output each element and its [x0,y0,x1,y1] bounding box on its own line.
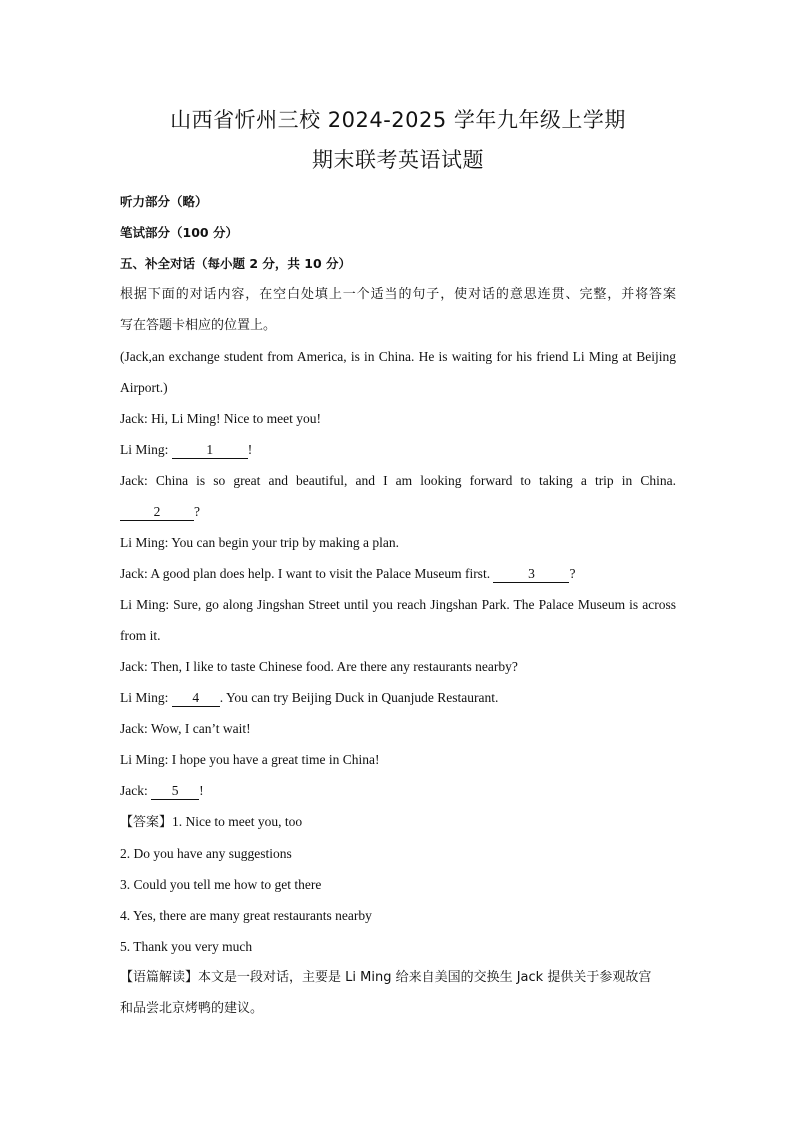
instructions-line-2: 写在答题卡相应的位置上。 [120,318,277,333]
title-line-1: 山西省忻州三校 2024-2025 学年九年级上学期 [170,108,626,132]
speaker-text: Li Ming: [120,690,172,705]
context-line-1: (Jack,an exchange student from America, is in China. He is waiting for his friend Li Ming at Beijing [120,349,676,364]
dialogue-line-6 [120,558,676,589]
dialogue-line-1: Jack: Hi, Li Ming! Nice to meet you! [120,411,321,426]
dialogue-line-7: Li Ming: Sure, go along Jingshan Street until you reach Jingshan Park. The Palace Museum is across [120,597,676,612]
punctuation: ! [247,442,253,457]
dialogue-line-13 [120,775,676,806]
context-line-2: Airport.) [120,380,168,395]
punctuation: ? [569,566,576,581]
dialogue-line-9: Jack: Then, I like to taste Chinese food. Are there any restaurants nearby? [120,659,518,674]
analysis-label: 【语篇解读】 [120,970,199,985]
document-page [120,100,676,1024]
speaker-text: Jack: [120,783,152,798]
answer-blank-3: 3 [493,566,569,583]
analysis-text-1: 本文是一段对话，主要是 Li Ming 给来自美国的交换生 Jack 提供关于参观故宫 [198,970,652,985]
answer-line-5: 5. Thank you very much [120,939,253,954]
dialogue-line-2 [120,434,676,465]
dialogue-line-11: Jack: Wow, I can’t wait! [120,721,251,736]
answer-line-1 [120,806,676,838]
dialogue-text: . You can try Beijing Duck in Quanjude Restaurant. [219,690,499,705]
dialogue-line-4 [120,496,676,527]
instructions-line-1: 根据下面的对话内容，在空白处填上一个适当的句子，使对话的意思连贯、完整，并将答案 [120,287,676,302]
part5-heading: 五、补全对话（每小题 2 分，共 10 分） [120,256,352,271]
title-line-2: 期末联考英语试题 [312,148,484,172]
speaker-text: Li Ming: [120,442,172,457]
analysis-line-1 [120,962,676,993]
dialogue-line-10 [120,682,676,713]
answer-label: 【答案】 [120,815,173,830]
answer-blank-2: 2 [120,504,194,521]
dialogue-text: Jack: A good plan does help. I want to visit the Palace Museum first. [120,566,494,581]
dialogue-line-5: Li Ming: You can begin your trip by making a plan. [120,535,399,550]
answer-line-2: 2. Do you have any suggestions [120,846,292,861]
answer-line-4: 4. Yes, there are many great restaurants nearby [120,908,372,923]
analysis-line-2: 和品尝北京烤鸭的建议。 [120,1001,264,1016]
answer-blank-1: 1 [172,442,248,459]
punctuation: ! [199,783,204,798]
answer-line-3: 3. Could you tell me how to get there [120,877,322,892]
answer-blank-4: 4 [172,690,220,707]
answer-text-1: 1. Nice to meet you, too [172,814,303,829]
section-writing: 笔试部分（100 分） [120,225,238,240]
dialogue-line-12: Li Ming: I hope you have a great time in China! [120,752,380,767]
section-listening: 听力部分（略） [120,194,208,209]
answer-blank-5: 5 [151,783,199,800]
dialogue-line-3: Jack: China is so great and beautiful, and I am looking forward to taking a trip in China. [120,473,676,488]
dialogue-line-8: from it. [120,628,161,643]
punctuation: ? [194,504,200,519]
